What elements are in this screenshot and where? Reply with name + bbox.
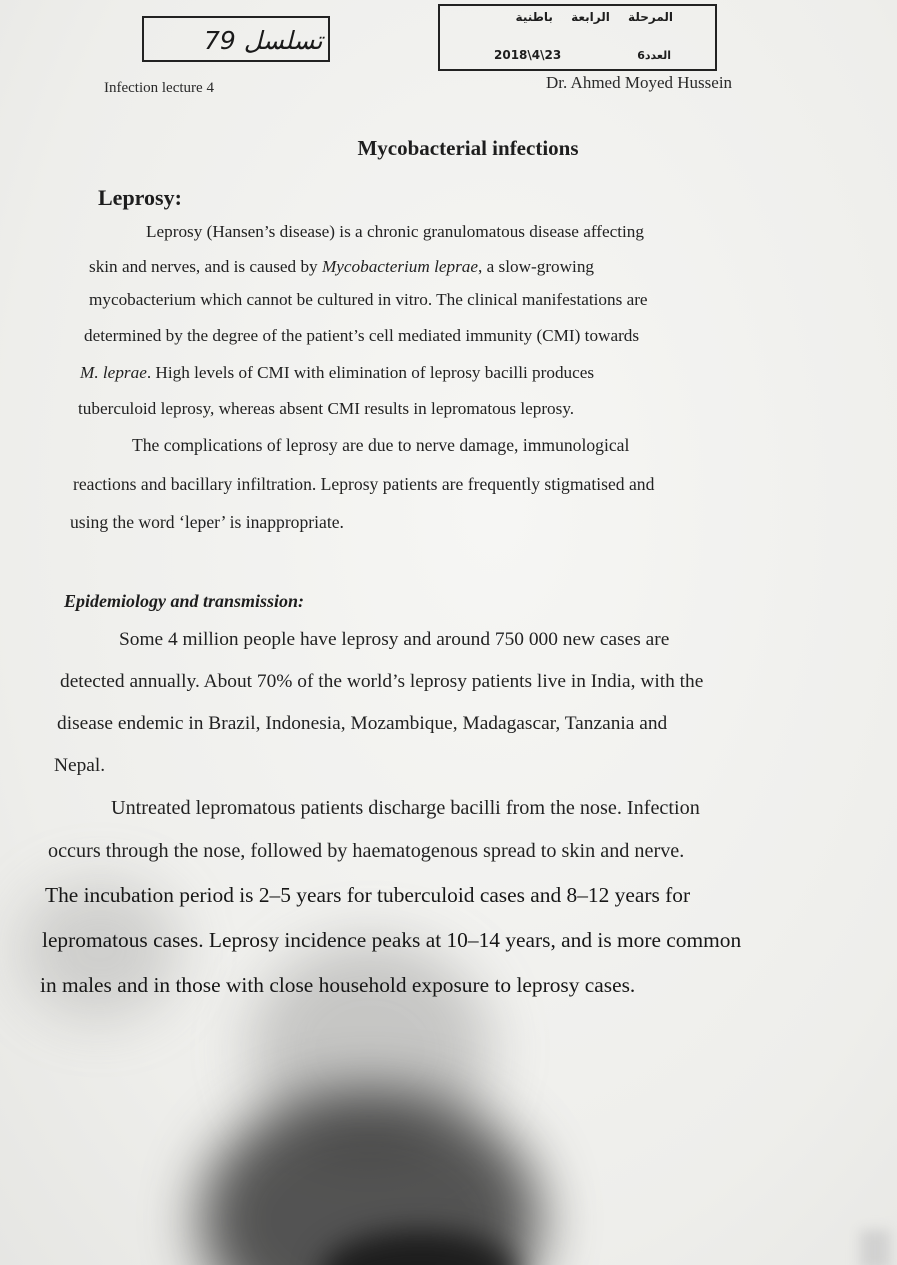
text-line: The incubation period is 2–5 years for tuberculoid cases and 8–12 years for bbox=[45, 883, 691, 907]
document-title: Mycobacterial infections bbox=[357, 136, 579, 160]
thumb-shadow bbox=[200, 1090, 540, 1265]
text-line: disease endemic in Brazil, Indonesia, Mozambique, Madagascar, Tanzania and bbox=[57, 713, 668, 734]
text-line: determined by the degree of the patient’s cell mediated immunity (CMI) towards bbox=[84, 326, 640, 345]
text-line: Untreated lepromatous patients discharge bacilli from the nose. Infection bbox=[111, 797, 700, 819]
section-heading: Leprosy: bbox=[98, 185, 182, 210]
text-line: M. leprae. High levels of CMI with elimination of leprosy bacilli produces bbox=[80, 363, 595, 382]
text-line: detected annually. About 70% of the world’s leprosy patients live in India, with the bbox=[60, 671, 704, 692]
section-heading: Epidemiology and transmission: bbox=[64, 591, 305, 611]
text-line: The complications of leprosy are due to nerve damage, immunological bbox=[132, 435, 630, 455]
page-edge-mark bbox=[860, 1230, 890, 1265]
thumb-shadow bbox=[320, 1230, 520, 1265]
text-line: tuberculoid leprosy, whereas absent CMI results in lepromatous leprosy. bbox=[78, 399, 575, 418]
stage-info-box bbox=[438, 4, 717, 71]
text-line: in males and in those with close household exposure to leprosy cases. bbox=[40, 973, 636, 997]
text-line: using the word ‘leper’ is inappropriate. bbox=[70, 512, 344, 532]
text-line: skin and nerves, and is caused by Mycobacterium leprae, a slow-growing bbox=[89, 257, 595, 276]
lecture-label: Infection lecture 4 bbox=[104, 80, 214, 96]
text-line: mycobacterium which cannot be cultured in vitro. The clinical manifestations are bbox=[89, 290, 648, 309]
text-line: Nepal. bbox=[54, 755, 106, 776]
serial-number-box bbox=[142, 16, 330, 62]
serial-number: تسلسل 79 bbox=[204, 26, 323, 55]
text-line: Leprosy (Hansen’s disease) is a chronic granulomatous disease affecting bbox=[146, 222, 644, 241]
lecture-date: 2018\4\23 bbox=[494, 48, 562, 62]
author-name: Dr. Ahmed Moyed Hussein bbox=[546, 73, 733, 92]
issue-number: العدد6 bbox=[637, 49, 671, 62]
stage-label: المرحلة الرابعة باطنية bbox=[515, 10, 673, 24]
text-line: lepromatous cases. Leprosy incidence peaks at 10–14 years, and is more common bbox=[42, 928, 742, 952]
text-line: reactions and bacillary infiltration. Leprosy patients are frequently stigmatised and bbox=[73, 474, 655, 494]
text-line: occurs through the nose, followed by haematogenous spread to skin and nerve. bbox=[48, 840, 685, 862]
text-line: Some 4 million people have leprosy and around 750 000 new cases are bbox=[119, 629, 670, 650]
